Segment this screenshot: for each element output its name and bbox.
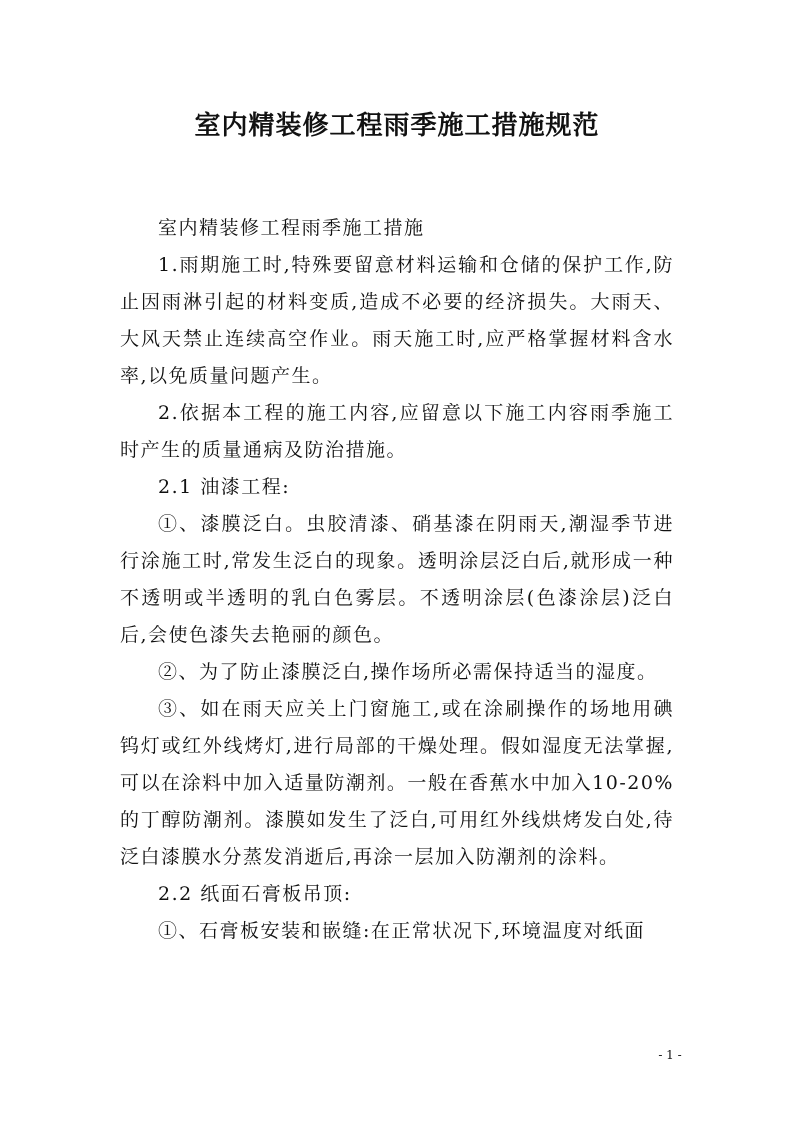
section-heading-2-2: 2.2 纸面石膏板吊顶: (158, 883, 352, 905)
paragraph-2-2-item-1: ①、石膏板安装和嵌缝:在正常状况下,环境温度对纸面 (158, 920, 645, 942)
document-body (120, 210, 674, 950)
paragraph-2-1-item-3: ③、如在雨天应关上门窗施工,或在涂刷操作的场地用碘钨灯或红外线烤灯,进行局部的干燥处理。假如湿度无法掌握,可以在涂料中加入适量防潮剂。一般在香蕉水中加入10-20%的丁醇防潮剂。漆膜如发生了泛白,可用红外线烘烤发白处,待泛白漆膜水分蒸发消逝后,再涂一层加入防潮剂的涂料。 (120, 698, 674, 868)
section-heading-2-1: 2.1 油漆工程: (158, 476, 291, 498)
paragraph-2-1-item-1: ①、漆膜泛白。虫胶清漆、硝基漆在阴雨天,潮湿季节进行涂施工时,常发生泛白的现象。透明涂层泛白后,就形成一种不透明或半透明的乳白色雾层。不透明涂层(色漆涂层)泛白后,会使色漆失去艳丽的颜色。 (120, 513, 674, 646)
paragraph-subtitle: 室内精装修工程雨季施工措施 (158, 217, 425, 239)
paragraph-2: 2.依据本工程的施工内容,应留意以下施工内容雨季施工时产生的质量通病及防治措施。 (120, 402, 674, 461)
page-number: - 1 - (658, 1048, 682, 1062)
document-title: 室内精装修工程雨季施工措施规范 (194, 111, 600, 141)
paragraph-2-1-item-2: ②、为了防止漆膜泛白,操作场所必需保持适当的湿度。 (158, 661, 658, 683)
paragraph-1: 1.雨期施工时,特殊要留意材料运输和仓储的保护工作,防止因雨淋引起的材料变质,造成不必要的经济损失。大雨天、大风天禁止连续高空作业。雨天施工时,应严格掌握材料含水率,以免质量问题产生。 (120, 254, 674, 387)
